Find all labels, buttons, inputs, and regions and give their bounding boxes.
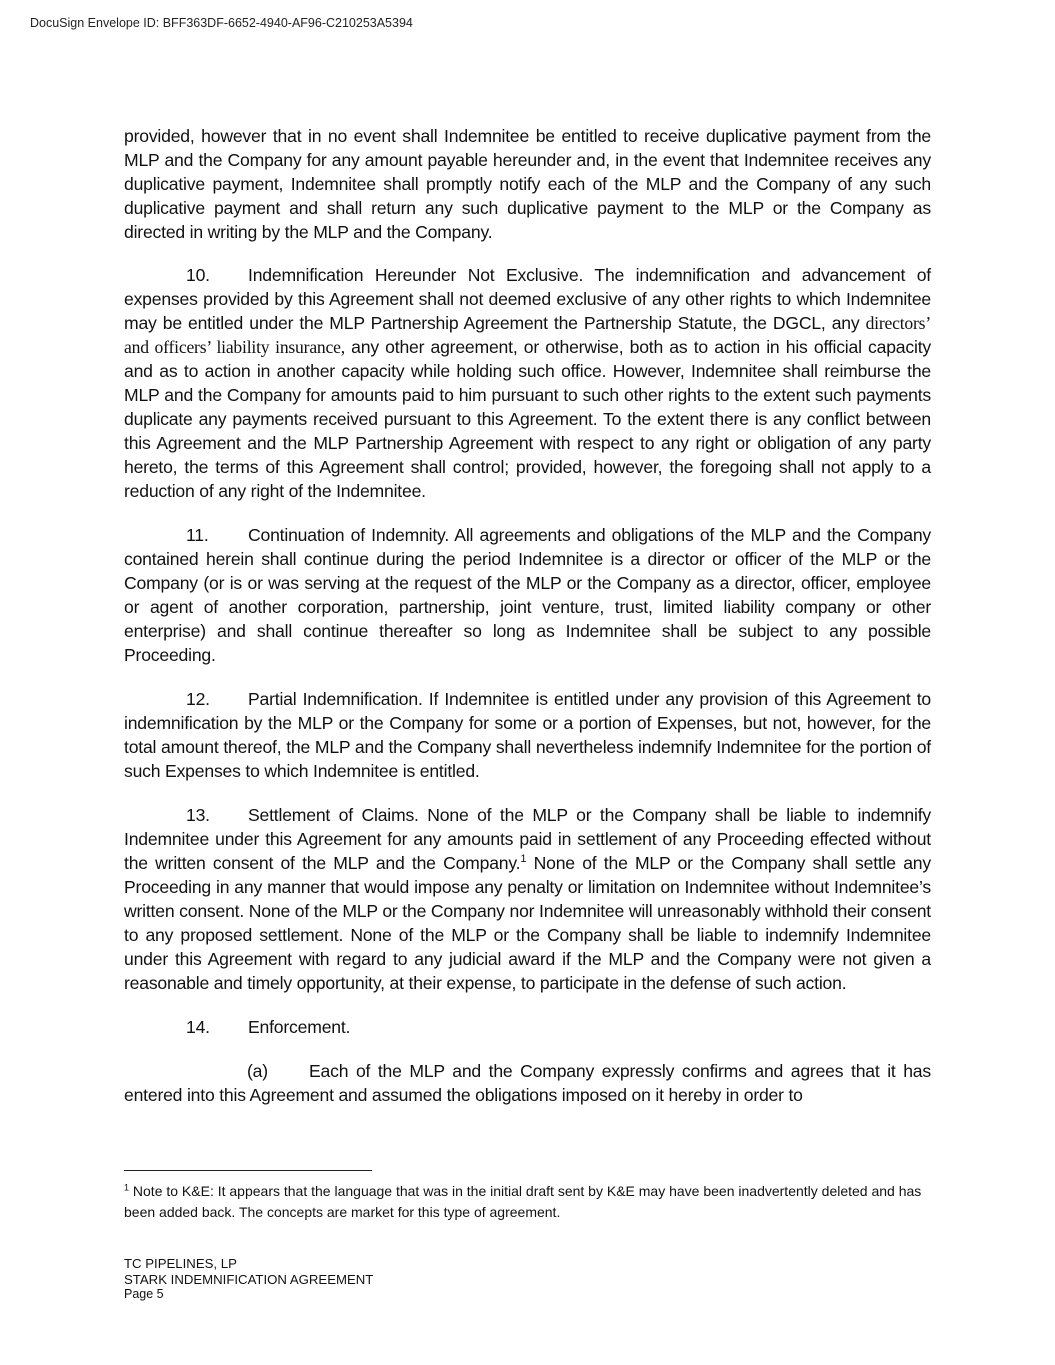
section-13: [124, 803, 931, 995]
section-11: [124, 523, 931, 667]
section-14-a: [124, 1059, 931, 1107]
footnote-number: 1: [124, 1182, 130, 1193]
subsection-text: Each of the MLP and the Company expressly confirms and agrees that it has entered into this Agreement and assumed the obligations imposed on it hereby in order to: [124, 1061, 931, 1105]
section-heading: Indemnification Hereunder Not Exclusive.: [248, 265, 584, 285]
section-number: 10.: [186, 265, 210, 285]
section-text: All agreements and obligations of the MLP and the Company contained herein shall continue during the period Indemnitee is a director or officer of the MLP or the Company (or is or was serving at the request of the MLP or the Company as a director, officer, employee or agent of another corporation, partnership, joint venture, trust, limited liability company or other enterprise) and shall continue thereafter so long as Indemnitee shall be subject to any possible Proceeding.: [124, 525, 931, 665]
subsection-label: (a): [247, 1061, 268, 1081]
section-heading: Enforcement.: [248, 1017, 351, 1037]
section-text: The indemnification and advancement of expenses provided by this Agreement shall not deemed exclusive of any other rights to which Indemnitee may be entitled under the MLP Partnership Agreement the Partnership Statute, the DGCL, any: [124, 265, 931, 333]
section-10: [124, 263, 931, 503]
section-12: [124, 687, 931, 783]
footer-page-number: Page 5: [124, 1287, 164, 1301]
footer-company: TC PIPELINES, LP: [124, 1256, 237, 1271]
section-number: 13.: [186, 805, 210, 825]
continuation-paragraph: provided, however that in no event shall Indemnitee be entitled to receive duplicative payment from the MLP and the Company for any amount payable hereunder and, in the event that Indemnitee receives any duplicative payment, Indemnitee shall promptly notify each of the MLP and the Company of any such duplicative payment and shall return any such duplicative payment to the MLP or the Company as directed in writing by the MLP and the Company.: [124, 126, 931, 242]
footer-agreement-title: STARK INDEMNIFICATION AGREEMENT: [124, 1271, 374, 1287]
section-text: None of the MLP or the Company shall settle any Proceeding in any manner that would impose any penalty or limitation on Indemnitee without Indemnitee’s written consent. None of the MLP or the Company nor Indemnitee will unreasonably withhold their consent to any proposed settlement. None of the MLP or the Company shall be liable to indemnify Indemnitee under this Agreement with regard to any judicial award if the MLP and the Company were not given a reasonable and timely opportunity, at their expense, to participate in the defense of such action.: [124, 853, 931, 993]
section-heading: Continuation of Indemnity.: [248, 525, 450, 545]
section-number: 12.: [186, 689, 210, 709]
section-heading: Partial Indemnification.: [248, 689, 423, 709]
section-text: None of the MLP or the Company shall be liable to indemnify Indemnitee under this Agreement for any amounts paid in settlement of any Proceeding effected without the written consent of the MLP and the Company.: [124, 805, 931, 873]
footnote-divider: [124, 1170, 372, 1171]
section-number: 14.: [186, 1017, 210, 1037]
document-body: [124, 124, 931, 1127]
footnote: [124, 1181, 931, 1223]
footnote-reference[interactable]: 1: [520, 853, 527, 866]
footnote-text: Note to K&E: It appears that the language that was in the initial draft sent by K&E may have been inadvertently deleted and has been added back. The concepts are market for this type of agreement.: [124, 1183, 922, 1220]
section-number: 11.: [186, 525, 209, 545]
section-text: If Indemnitee is entitled under any provision of this Agreement to indemnification by the MLP or the Company for some or a portion of Expenses, but not, however, for the total amount thereof, the MLP and the Company shall nevertheless indemnify Indemnitee for the portion of such Expenses to which Indemnitee is entitled.: [124, 689, 931, 781]
page-footer: [124, 1256, 373, 1303]
section-heading: Settlement of Claims.: [248, 805, 419, 825]
section-text: any other agreement, or otherwise, both as to action in his official capacity and as to action in another capacity while holding such office. However, Indemnitee shall reimburse the MLP and the Company for amounts paid to him pursuant to such other rights to the extent such payments duplicate any payments received pursuant to this Agreement. To the extent there is any conflict between this Agreement and the MLP Partnership Agreement with respect to any right or obligation of any party hereto, the terms of this Agreement shall control; provided, however, the foregoing shall not apply to a reduction of any right of the Indemnitee.: [124, 337, 931, 501]
section-14: [124, 1015, 931, 1039]
section-text-serif: directors’ and officers’ liability insurance,: [124, 313, 931, 357]
docusign-envelope-id: DocuSign Envelope ID: BFF363DF-6652-4940-AF96-C210253A5394: [30, 16, 413, 30]
